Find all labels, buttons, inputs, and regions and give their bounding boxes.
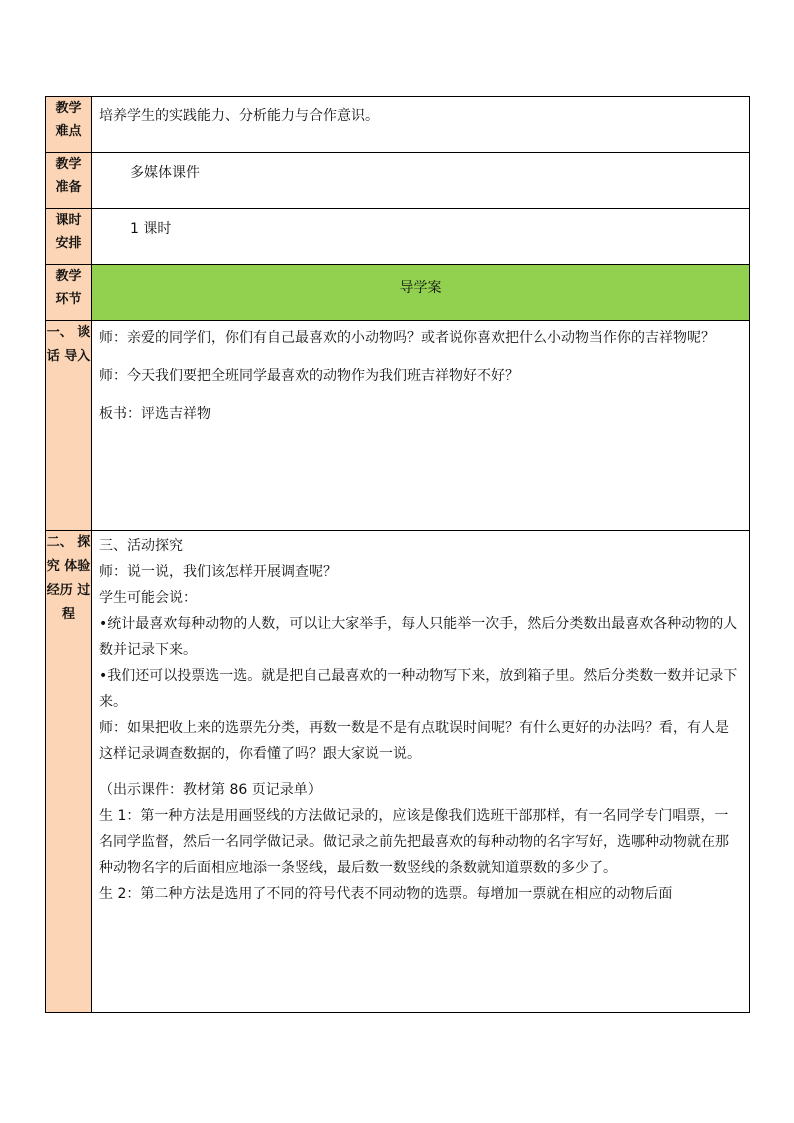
spacer [99,767,742,777]
section1-label [46,321,92,531]
label-line: 导入 [64,349,91,364]
label-line: 过程 [61,583,91,622]
paragraph: 学生可能会说： [99,590,197,606]
label-line: 一、 [46,325,73,340]
difficulty-text: 培养学生的实践能力、分析能力与合作意识。 [92,97,750,153]
paragraph: 师：今天我们要把全班同学最喜欢的动物作为我们班吉祥物好不好？ [99,368,519,384]
paragraph: 三、活动探究 [99,538,183,554]
label-line: 探究 [46,535,91,574]
paragraph: •我们还可以投票选一选。就是把自己最喜欢的一种动物写下来，放到箱子里。然后分类数一数并记录下来。 [99,668,738,710]
paragraph: 板书：评选吉祥物 [99,406,211,422]
paragraph: 生 1：第一种方法是用画竖线的方法做记录的，应该是像我们选班干部那样，有一名同学专门唱票，一名同学监督，然后一名同学做记录。做记录之前先把最喜欢的每种动物的名字写好，选哪种动物就在那种动物名字的后面相应地添一条竖线，最后数一数竖线的条数就知道票数的多少了。 [99,808,729,876]
label-line: 教学 [55,157,82,172]
preparation-text: 多媒体课件 [92,153,750,209]
paragraph: 师：如果把收上来的选票先分类，再数一数是不是有点耽误时间呢？有什么更好的办法吗？看，有人是这样记录调查数据的，你看懂了吗？跟大家说一说。 [99,720,729,762]
guided-learning-header: 导学案 [92,265,750,321]
row-label-schedule [46,209,92,265]
section2-content [92,531,750,1013]
label-line: 环节 [55,292,82,307]
row-label-difficulty [46,97,92,153]
label-line: 难点 [55,124,82,139]
row-section-explore [46,531,750,1013]
row-class-schedule [46,209,750,265]
spacer [99,351,742,363]
spacer [99,389,742,401]
row-teaching-preparation [46,153,750,209]
label-line: 经历 [46,583,73,598]
label-line: 准备 [55,180,82,195]
label-line: 教学 [55,269,82,284]
row-teaching-difficulty [46,97,750,153]
paragraph: （出示课件：教材第 86 页记录单） [99,782,322,798]
paragraph: 师：说一说，我们该怎样开展调查呢？ [99,564,337,580]
row-teaching-stage [46,265,750,321]
lesson-plan-table [45,96,750,1013]
label-line: 谈话 [46,325,91,364]
row-label-stage [46,265,92,321]
paragraph: •统计最喜欢每种动物的人数，可以让大家举手，每人只能举一次手，然后分类数出最喜欢各种动物的人数并记录下来。 [99,616,738,658]
section1-content [92,321,750,531]
row-label-preparation [46,153,92,209]
row-section-intro [46,321,750,531]
paragraph: 生 2：第二种方法是选用了不同的符号代表不同动物的选票。每增加一票就在相应的动物后面 [99,886,673,902]
schedule-text: 1 课时 [92,209,750,265]
paragraph: 师：亲爱的同学们，你们有自己最喜欢的小动物吗？或者说你喜欢把什么小动物当作你的吉祥物呢？ [99,330,715,346]
label-line: 课时 [55,213,82,228]
section2-label [46,531,92,1013]
label-line: 体验 [64,559,91,574]
label-line: 二、 [46,535,73,550]
label-line: 教学 [55,101,82,116]
label-line: 安排 [55,236,82,251]
